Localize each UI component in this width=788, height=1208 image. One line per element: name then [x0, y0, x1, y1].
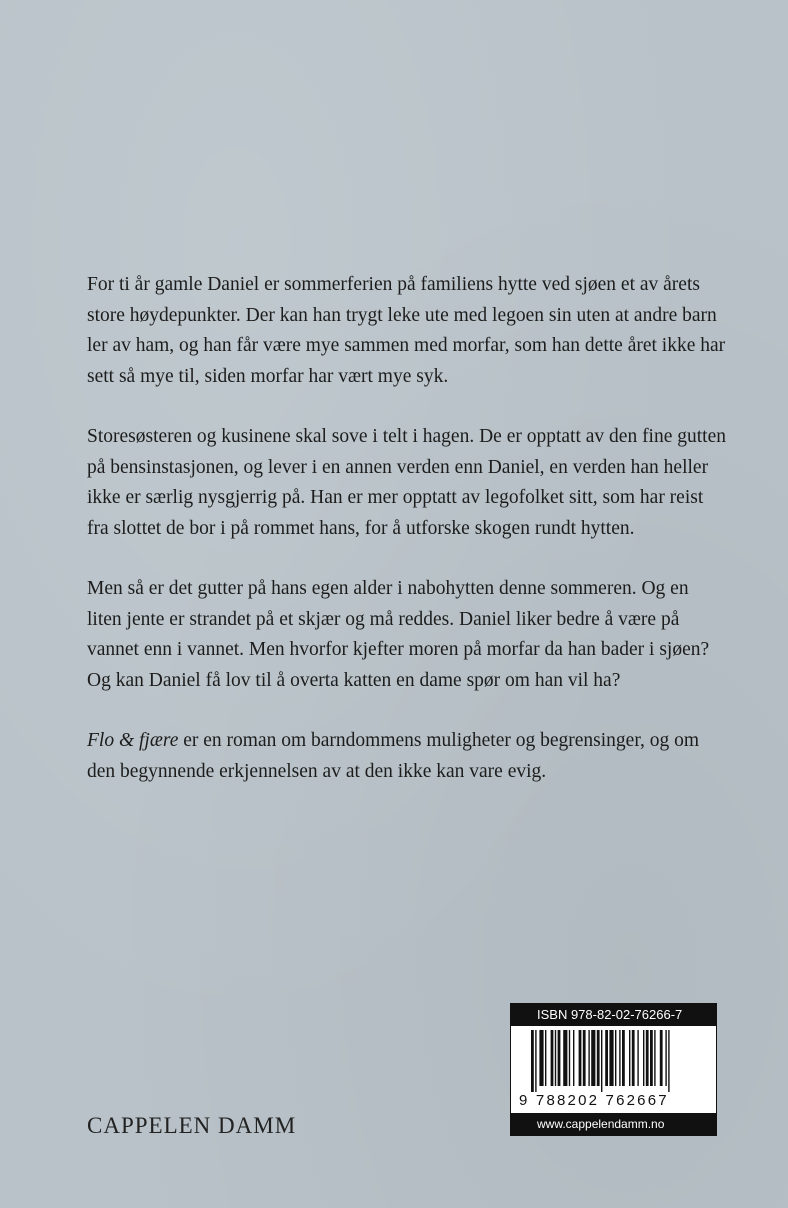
blurb-text [87, 270, 727, 817]
blurb-paragraph-3: Men så er det gutter på hans egen alder i nabohytten denne sommeren. Og en liten jente er strandet på et skjær og må reddes. Daniel liker bedre å være på vannet enn i vannet. Men hvorfor kjefter moren på morfar da han bader i sjøen? Og kan Daniel få lov til å overta katten en dame spør om han vil ha? [87, 578, 710, 691]
blurb-paragraph-1: For ti år gamle Daniel er sommerferien på familiens hytte ved sjøen et av årets store høydepunkter. Der kan han trygt leke ute med legoen sin uten at andre barn ler av ham, og han får være mye sammen med morfar, som han dette året ikke har sett så mye til, siden morfar har vært mye syk. [87, 274, 726, 387]
publisher-logo: CAPPELEN DAMM [87, 1113, 297, 1138]
blurb-paragraph-4-text: er en roman om barndommens muligheter og begrensinger, og om den begynnende erkjennelsen av at den ikke kan vare evig. [87, 730, 700, 782]
barcode-image [519, 1030, 709, 1092]
blurb-paragraph-2: Storesøsteren og kusinene skal sove i telt i hagen. De er opptatt av den fine gutten på bensinstasjonen, og lever i en annen verden enn Daniel, en verden han heller ikke er særlig nysgjerrig på. Han er mer opptatt av legofolket sitt, som har reist fra slottet de bor i på rommet hans, for å utforske skogen rundt hytten. [87, 426, 726, 539]
book-title: Flo & fjære [87, 730, 179, 751]
isbn-barcode-box [510, 1003, 717, 1136]
publisher-url: www.cappelendamm.no [511, 1113, 716, 1135]
isbn-label: ISBN 978-82-02-76266-7 [511, 1004, 716, 1026]
barcode-digits: 9 788202 762667 [519, 1092, 669, 1109]
blurb-paragraph-4 [87, 726, 727, 787]
